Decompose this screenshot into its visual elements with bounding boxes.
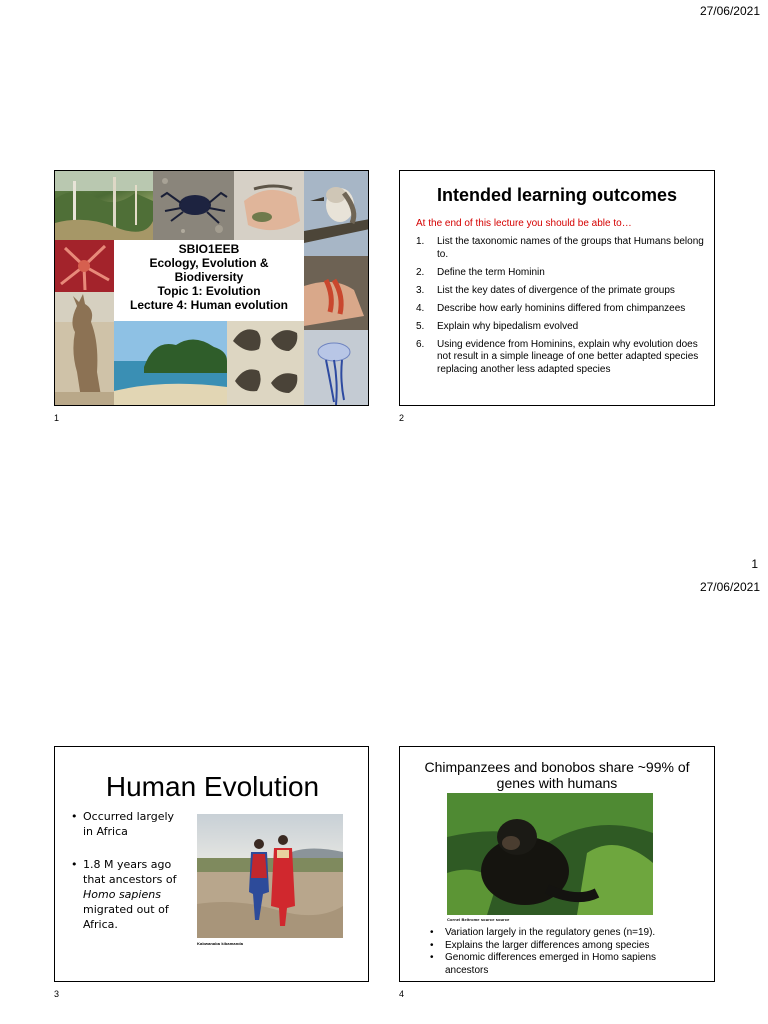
- outcomes-list: [416, 236, 706, 382]
- page-number-1: 1: [751, 557, 758, 571]
- slide-3-number: 3: [54, 989, 60, 999]
- bullet-item: • Variation largely in the regulatory genes (n=19).: [430, 927, 656, 938]
- photo-caption: Cornel Beltrome source source: [447, 917, 510, 922]
- slide-4-bullets: [430, 927, 700, 977]
- slide-2-number: 2: [399, 413, 405, 423]
- slide-4-chimpanzees: [399, 746, 715, 982]
- bullet-item: • Occurred largely in Africa: [71, 810, 175, 838]
- hand-holding-animal-photo: [234, 171, 304, 240]
- slide-4-number: 4: [399, 989, 405, 999]
- bullet-item: • Explains the larger differences among species: [430, 939, 650, 951]
- slide-3-bullets: [71, 809, 183, 945]
- slide-1-title: [54, 170, 369, 406]
- slide-3-title: Human Evolution: [105, 771, 320, 802]
- beach-island-photo: [114, 321, 227, 406]
- outcome-item: 5. Explain why bipedalism evolved: [416, 320, 579, 332]
- kookaburra-photo: [304, 171, 369, 256]
- outcome-item: 6. Using evidence from Hominins, explain why evolution does not result in a simple lineage of one better adapted species replacing another less adapted species: [416, 338, 699, 375]
- slide-3-human-evolution: [54, 746, 369, 982]
- outcome-item: 2. Define the term Hominin: [416, 266, 545, 278]
- slide-2-intro: At the end of this lecture you should be able to…: [416, 218, 632, 229]
- kangaroo-photo: [55, 292, 114, 406]
- forest-photo: [55, 171, 153, 240]
- bullet-item: • Genomic differences emerged in Homo sapiens ancestors: [430, 952, 657, 976]
- red-starfish-photo: [55, 240, 114, 292]
- darwin-finches-illustration: [227, 321, 304, 406]
- slide-2-heading: Intended learning outcomes: [436, 185, 678, 205]
- jellyfish-photo: [304, 330, 369, 406]
- page-date-second: 27/06/2021: [699, 580, 760, 594]
- slide-1-title-text: SBIO1EEB Ecology, Evolution & Biodiversity Topic 1: Evolution Lecture 4: Human evolution: [114, 240, 304, 321]
- crab-photo: [153, 171, 234, 240]
- outcome-item: 1. List the taxonomic names of the groups that Humans belong to.: [416, 236, 704, 260]
- slide-2-learning-outcomes: [399, 170, 715, 406]
- slide-4-title: Chimpanzees and bonobos share ~99% of genes with humans: [424, 759, 690, 791]
- bullet-item: • 1.8 M years ago that ancestors of Homo sapiens migrated out of Africa.: [71, 858, 177, 931]
- page-date-top: 27/06/2021: [699, 4, 760, 18]
- outcome-item: 3. List the key dates of divergence of the primate groups: [416, 284, 675, 296]
- hand-with-red-creature-photo: [304, 256, 369, 330]
- maasai-people-photo: [197, 814, 343, 938]
- photo-caption: Kabwanaba kibamanda: [197, 941, 244, 946]
- chimpanzee-photo: [447, 793, 653, 915]
- slide-1-number: 1: [54, 413, 60, 423]
- outcome-item: 4. Describe how early hominins differed from chimpanzees: [416, 302, 686, 314]
